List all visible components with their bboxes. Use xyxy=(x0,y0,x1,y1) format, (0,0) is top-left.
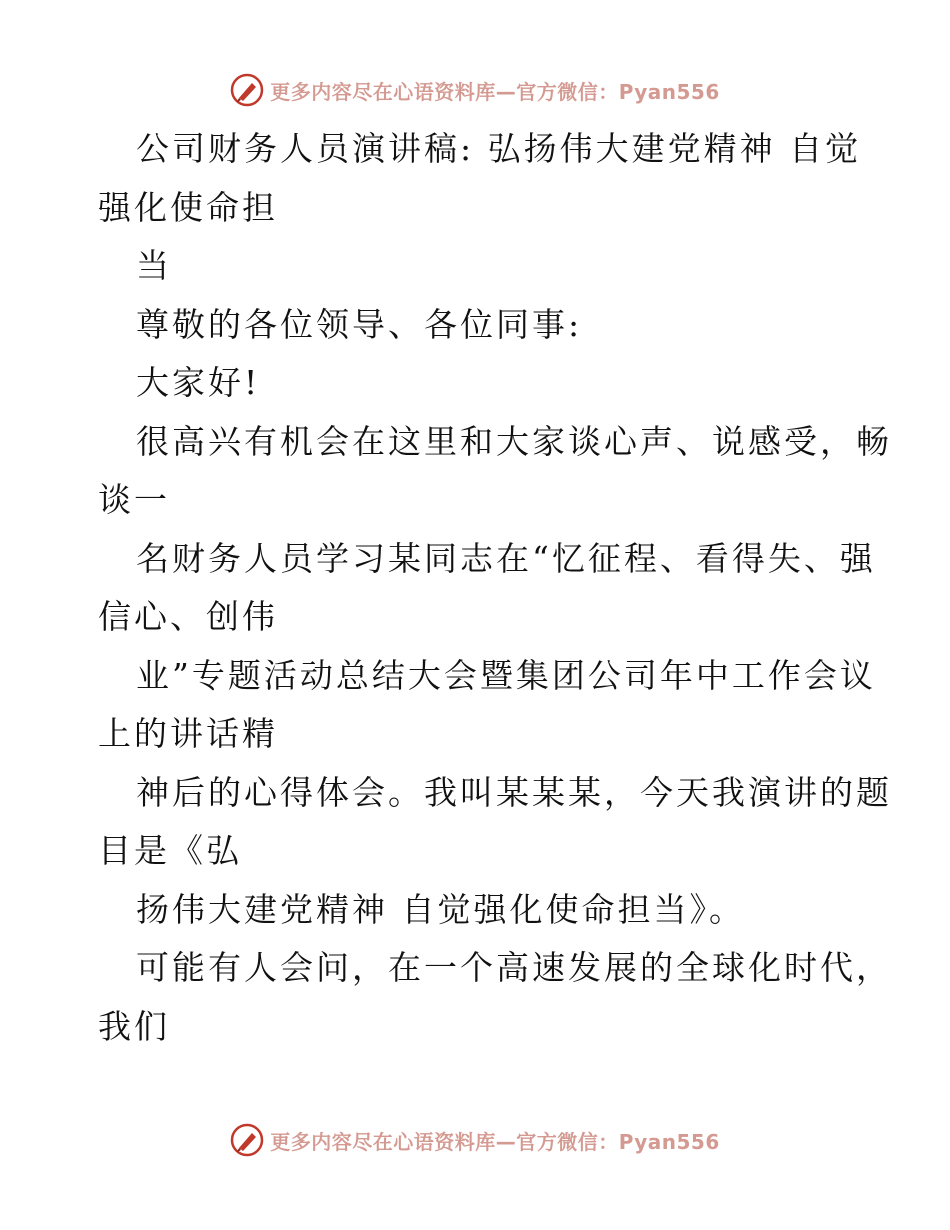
text-line: 目是《弘 xyxy=(98,831,242,870)
text-line: 神后的心得体会。我叫某某某，今天我演讲的题 xyxy=(136,772,892,812)
text-line: 业”专题活动总结大会暨集团公司年中工作会议 xyxy=(136,655,876,695)
text-line: 扬伟大建党精神 自觉强化使命担当》。 xyxy=(136,889,745,929)
footer-watermark xyxy=(0,1120,950,1160)
text-line: 强化使命担 xyxy=(98,187,278,227)
watermark-text: 更多内容尽在心语资料库—官方微信：Pyan556 xyxy=(270,1129,720,1154)
text-line: 信心、创伟 xyxy=(98,597,278,636)
pen-logo-icon xyxy=(230,1123,264,1157)
text-line: 上的讲话精 xyxy=(98,714,278,753)
text-line: 当 xyxy=(136,246,172,285)
document-body xyxy=(98,120,892,1056)
header-watermark xyxy=(0,70,950,110)
text-line: 可能有人会问，在一个高速发展的全球化时代， xyxy=(136,948,892,987)
text-line: 名财务人员学习某同志在“忆征程、看得失、强 xyxy=(136,538,876,578)
text-line: 公司财务人员演讲稿: 弘扬伟大建党精神 自觉 xyxy=(136,129,862,168)
text-line: 很高兴有机会在这里和大家谈心声、说感受，畅 xyxy=(136,421,892,461)
text-line: 我们 xyxy=(98,1006,170,1046)
watermark-text: 更多内容尽在心语资料库—官方微信：Pyan556 xyxy=(270,79,720,104)
text-line: 尊敬的各位领导、各位同事: xyxy=(136,304,583,344)
text-line: 谈一 xyxy=(98,480,170,519)
text-line: 大家好! xyxy=(136,363,261,402)
pen-logo-icon xyxy=(230,73,264,107)
